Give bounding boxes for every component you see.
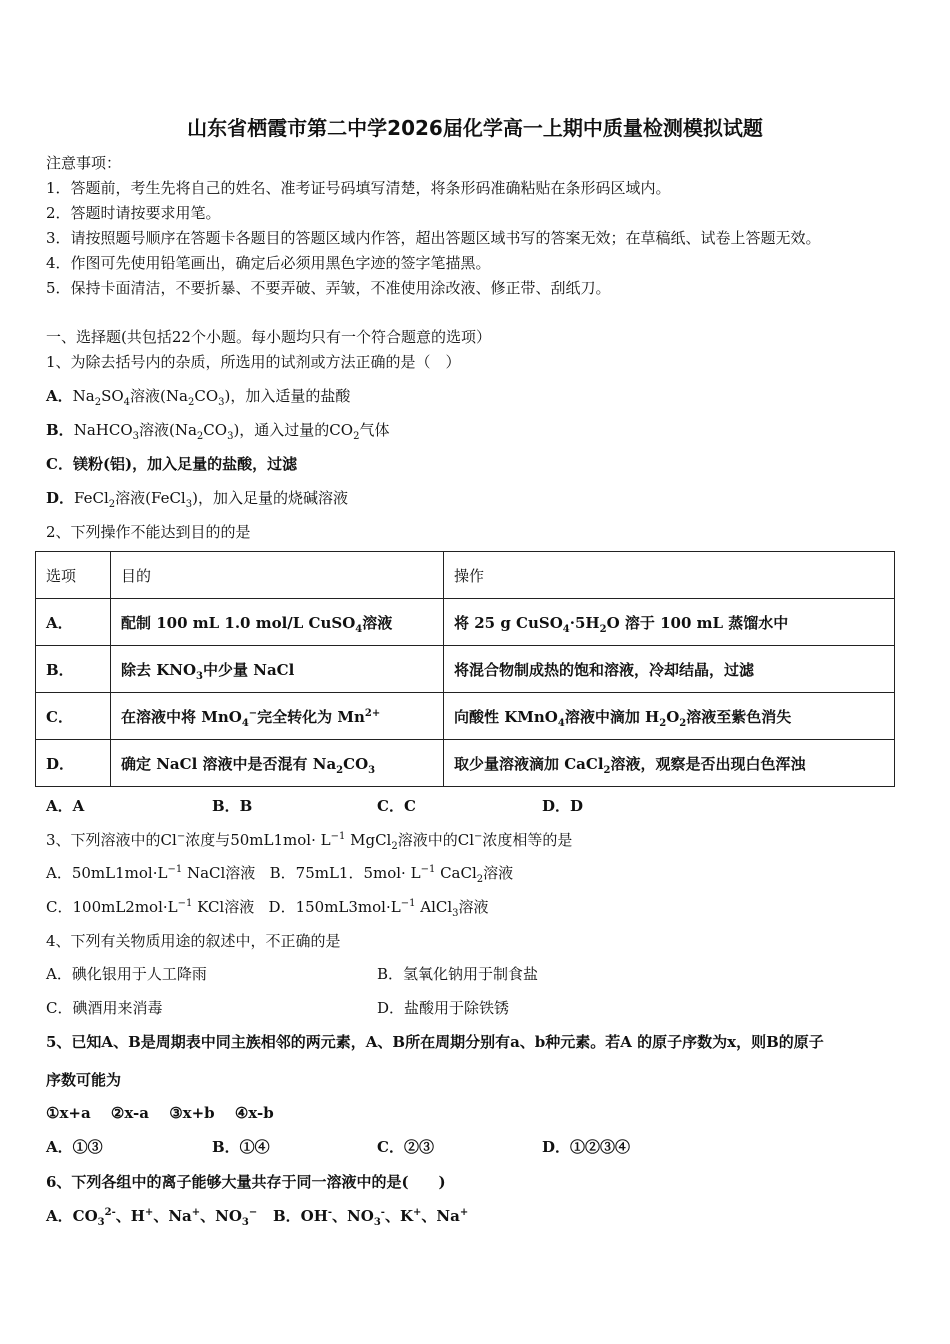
- text-part: 溶液(Na: [130, 387, 188, 405]
- option-cell: B．: [36, 646, 111, 693]
- question-5-stem-continued: 序数可能为: [46, 1071, 122, 1089]
- question-1-option-a: [46, 385, 350, 406]
- subscript: 2: [196, 431, 204, 442]
- text-part: 气体: [359, 421, 390, 439]
- text-part: 、NO: [200, 1207, 242, 1225]
- subscript: 3: [241, 1217, 249, 1228]
- text-part: O 溶于 100 mL 蒸馏水中: [606, 613, 789, 632]
- table-row: [36, 646, 895, 693]
- subscript: 4: [557, 717, 565, 729]
- superscript: −: [176, 831, 186, 842]
- goal-cell: [111, 693, 444, 740]
- option-cell: C．: [36, 693, 111, 740]
- text-part: 浓度与50mL1mol· L: [185, 831, 331, 849]
- subscript: 2: [108, 499, 116, 510]
- text-part: 溶液至紫色消失: [686, 707, 792, 726]
- subscript: 2: [603, 764, 611, 776]
- notice-item: 4．作图可先使用铅笔画出，确定后必须用黑色字迹的签字笔描黑。: [46, 254, 491, 272]
- text-part: 确定 NaCl 溶液中是否混有 Na: [121, 754, 337, 773]
- text-part: B．OH: [272, 1207, 328, 1225]
- superscript: −1: [330, 831, 346, 842]
- text-part: 在溶液中将 MnO: [121, 707, 242, 726]
- text-part: O: [666, 707, 680, 726]
- text-part: 溶液，观察是否出现白色浑浊: [610, 754, 806, 773]
- question-1-option-d: [46, 487, 348, 508]
- goal-cell: [111, 740, 444, 787]
- text-part: CO: [203, 421, 228, 439]
- table-row: [36, 740, 895, 787]
- text-part: 溶液: [483, 864, 514, 882]
- subscript: 3: [132, 431, 139, 442]
- text-part: FeCl: [74, 489, 109, 507]
- text-part: MgCl: [345, 831, 392, 849]
- text-part: C．100mL2mol·L: [46, 898, 178, 916]
- subscript: 3: [227, 431, 234, 442]
- question-4-stem: 4、下列有关物质用途的叙述中，不正确的是: [46, 932, 341, 950]
- question-3-options-cd: [46, 896, 489, 917]
- superscript: −1: [167, 864, 183, 875]
- text-part: 将 25 g CuSO: [454, 613, 563, 632]
- subscript: 3: [218, 397, 225, 408]
- operations-table: [35, 551, 895, 787]
- text-part: 溶液: [362, 613, 393, 632]
- choice-a: A．①③: [46, 1138, 103, 1156]
- option-cell: A．: [36, 599, 111, 646]
- text-part: NaHCO: [73, 421, 133, 439]
- goal-cell: [111, 599, 444, 646]
- text-part: A．50mL1mol·L: [46, 864, 168, 882]
- text-part: )，通入过量的CO: [233, 421, 354, 439]
- option-cell: D．: [36, 740, 111, 787]
- text-part: AlCl: [415, 898, 453, 916]
- subscript: 4: [355, 623, 363, 635]
- question-6-options: [46, 1205, 468, 1226]
- text-part: 除去 KNO: [121, 660, 197, 679]
- text-part: 溶液中滴加 H: [564, 707, 660, 726]
- operation-cell: 将混合物制成热的饱和溶液，冷却结晶，过滤: [444, 646, 895, 693]
- subscript: 2: [659, 717, 667, 729]
- text-part: 溶液(Na: [139, 421, 197, 439]
- question-4-options-cd: [46, 997, 906, 1019]
- header-cell: 目的: [111, 552, 444, 599]
- subscript: 2: [476, 874, 484, 885]
- subscript: 3: [185, 499, 193, 510]
- question-2-choices: [46, 795, 746, 815]
- table-header-row: [36, 552, 895, 599]
- text-part: )，加入足量的烧碱溶液: [192, 489, 348, 507]
- operation-cell: [444, 599, 895, 646]
- table-row: [36, 599, 895, 646]
- text-part: 、NO: [332, 1207, 374, 1225]
- subscript: 3: [373, 1217, 381, 1228]
- option-label: D．: [46, 489, 75, 507]
- subscript: 2: [391, 841, 398, 852]
- text-part: 、Na: [421, 1207, 460, 1225]
- operation-cell: [444, 693, 895, 740]
- notice-item: 1．答题前，考生先将自己的姓名、准考证号码填写清楚，将条形码准确粘贴在条形码区域内。: [46, 179, 671, 197]
- goal-cell: [111, 646, 444, 693]
- superscript: +: [412, 1207, 422, 1218]
- notice-item: 2．答题时请按要求用笔。: [46, 204, 221, 222]
- text-part: 溶液(FeCl: [115, 489, 186, 507]
- subscript: 3: [368, 764, 376, 776]
- superscript: 2-: [104, 1207, 116, 1218]
- text-part: 取少量溶液滴加 CaCl: [454, 754, 604, 773]
- subscript: 4: [123, 397, 131, 408]
- question-3-options-ab: [46, 862, 513, 883]
- text-part: 中少量 NaCl: [203, 660, 295, 679]
- subscript: 4: [562, 623, 570, 635]
- superscript: +: [459, 1207, 469, 1218]
- text-part: 、Na: [153, 1207, 192, 1225]
- question-1-stem: 1、为除去括号内的杂质，所选用的试剂或方法正确的是（ ）: [46, 353, 461, 371]
- text-part: CaCl: [435, 864, 477, 882]
- question-2-stem: 2、下列操作不能达到目的的是: [46, 523, 251, 541]
- notice-heading: 注意事项：: [46, 154, 122, 172]
- superscript: -: [380, 1207, 385, 1218]
- section-heading: 一、选择题(共包括22个小题。每小题均只有一个符合题意的选项）: [46, 328, 491, 346]
- text-part: 3、下列溶液中的Cl: [46, 831, 177, 849]
- subscript: 2: [336, 764, 344, 776]
- option-d: D．盐酸用于除铁锈: [377, 999, 510, 1017]
- text-part: B．75mL1．5mol· L: [269, 864, 421, 882]
- subscript: 2: [599, 623, 607, 635]
- question-3-stem: [46, 829, 572, 850]
- text-part: )，加入适量的盐酸: [224, 387, 351, 405]
- option-c: C．碘酒用来消毒: [46, 999, 163, 1017]
- subscript: 2: [187, 397, 195, 408]
- choice-b: B．①④: [212, 1138, 270, 1156]
- operation-cell: [444, 740, 895, 787]
- subscript: 3: [97, 1217, 105, 1228]
- choice-b: B．B: [212, 797, 253, 815]
- text-part: ·5H: [569, 613, 600, 632]
- question-5-stem: 5、已知A、B是周期表中同主族相邻的两元素，A、B所在周期分别有a、b种元素。若A 的原子序数为x，则B的原子: [46, 1033, 824, 1051]
- superscript: −1: [420, 864, 436, 875]
- text-part: NaCl溶液: [182, 864, 256, 882]
- option-b: B．氢氧化钠用于制食盐: [377, 965, 539, 983]
- text-part: A．CO: [46, 1207, 98, 1225]
- superscript: 2+: [364, 707, 381, 719]
- text-part: KCl溶液: [192, 898, 255, 916]
- superscript: −: [474, 831, 483, 842]
- text-part: SO: [101, 387, 124, 405]
- option-a: A．碘化银用于人工降雨: [46, 965, 207, 983]
- question-1-option-b: [46, 419, 389, 440]
- option-label: A．: [46, 387, 73, 405]
- subscript: 3: [196, 670, 204, 682]
- text-part: CO: [343, 754, 369, 773]
- text-part: D．150mL3mol·L: [268, 898, 401, 916]
- subscript: 2: [94, 397, 102, 408]
- superscript: −1: [400, 898, 416, 909]
- text-part: 向酸性 KMnO: [454, 707, 558, 726]
- text-part: 、K: [384, 1207, 413, 1225]
- text-part: 溶液: [458, 898, 489, 916]
- option-label: B．: [46, 421, 74, 439]
- text-part: 浓度相等的是: [482, 831, 573, 849]
- superscript: −: [248, 707, 258, 719]
- choice-c: C．②③: [377, 1138, 434, 1156]
- question-5-options: ①x+a ②x-a ③x+b ④x-b: [46, 1104, 274, 1122]
- superscript: +: [144, 1207, 154, 1218]
- choice-d: D．D: [542, 797, 584, 815]
- choice-c: C．C: [377, 797, 416, 815]
- exam-title: 山东省栖霞市第二中学2026届化学高一上期中质量检测模拟试题: [187, 116, 763, 140]
- subscript: 2: [353, 431, 360, 442]
- table-row: [36, 693, 895, 740]
- subscript: 4: [241, 717, 249, 729]
- question-1-option-c: C．镁粉(铝)，加入足量的盐酸，过滤: [46, 455, 298, 473]
- superscript: +: [191, 1207, 201, 1218]
- subscript: 2: [679, 717, 687, 729]
- text-part: 配制 100 mL 1.0 mol/L CuSO: [121, 613, 356, 632]
- choice-a: A．A: [46, 797, 85, 815]
- choice-d: D．①②③④: [542, 1138, 631, 1156]
- superscript: −: [248, 1207, 258, 1218]
- text-part: 、H: [115, 1207, 145, 1225]
- text-part: 溶液中的Cl: [397, 831, 475, 849]
- text-part: 完全转化为 Mn: [257, 707, 365, 726]
- superscript: -: [327, 1207, 333, 1218]
- notice-item: 3．请按照题号顺序在答题卡各题目的答题区域内作答，超出答题区域书写的答案无效；在草稿纸、试卷上答题无效。: [46, 229, 821, 247]
- superscript: −1: [177, 898, 193, 909]
- header-cell: 选项: [36, 552, 111, 599]
- subscript: 3: [452, 908, 459, 919]
- question-6-stem: 6、下列各组中的离子能够大量共存于同一溶液中的是( ): [46, 1173, 446, 1191]
- notice-item: 5．保持卡面清洁，不要折暴、不要弄破、弄皱，不准使用涂改液、修正带、刮纸刀。: [46, 279, 611, 297]
- text-part: Na: [72, 387, 95, 405]
- question-4-options-ab: [46, 963, 906, 985]
- text-part: CO: [194, 387, 219, 405]
- header-cell: 操作: [444, 552, 895, 599]
- question-5-choices: [46, 1136, 746, 1156]
